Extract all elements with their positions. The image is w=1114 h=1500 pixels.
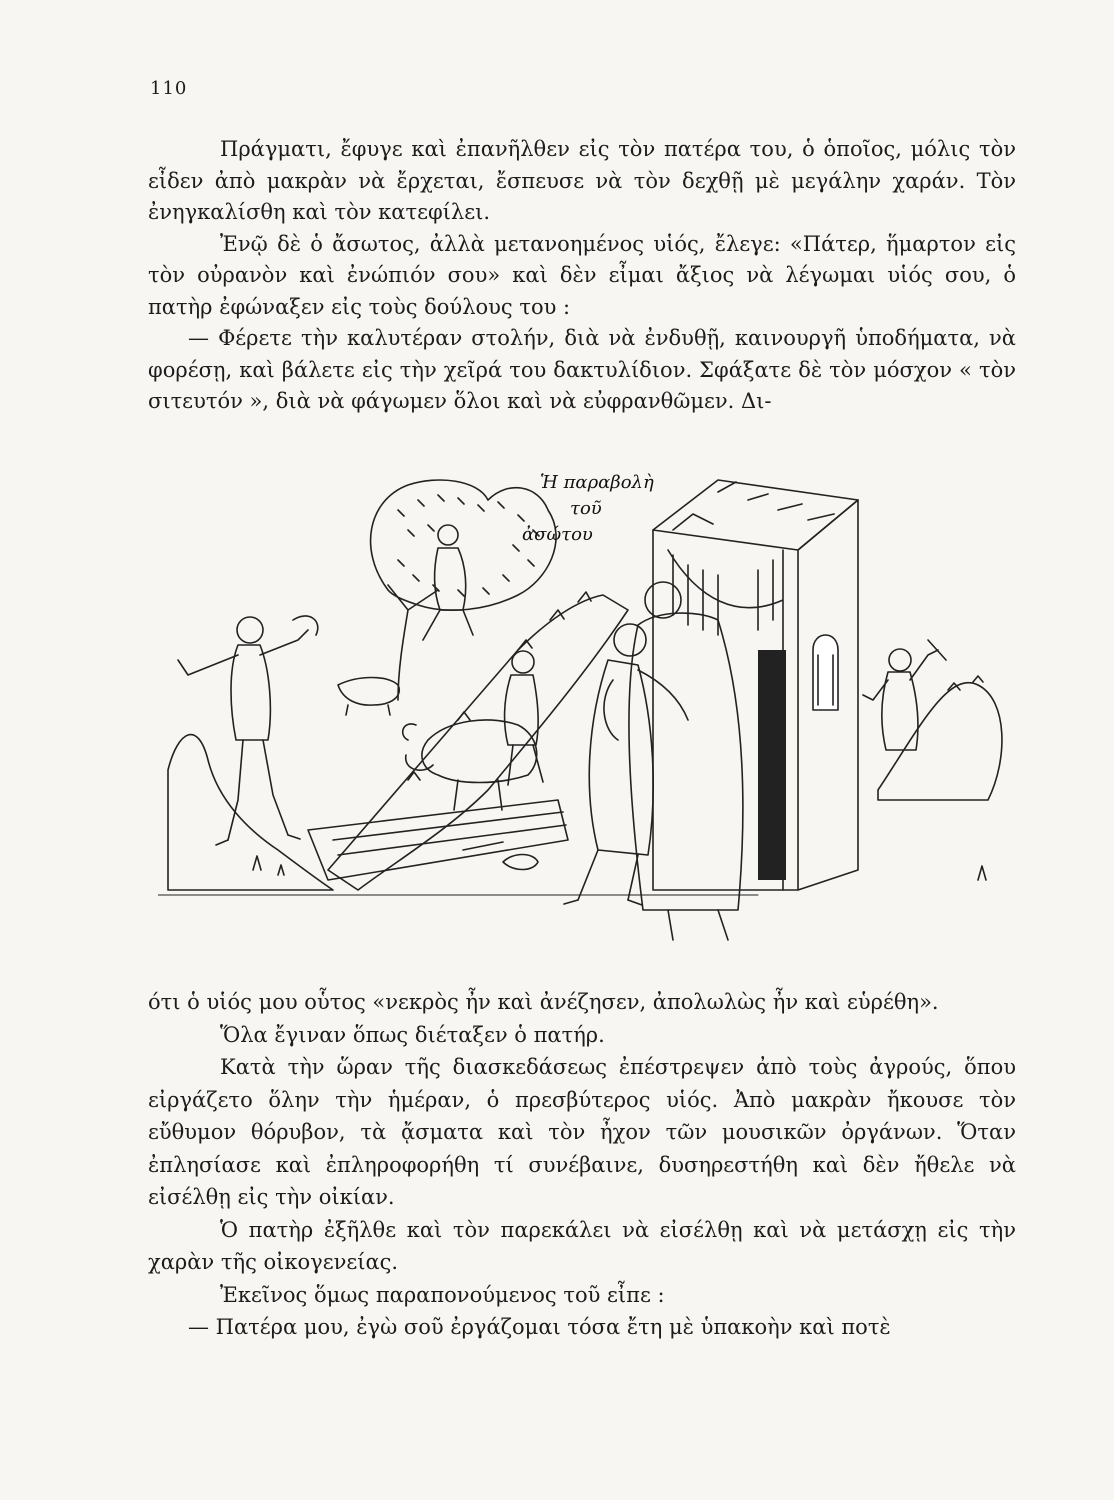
mountain — [328, 595, 628, 890]
page-number: 110 — [150, 78, 188, 99]
paragraph-complaint-intro: Ἐκεῖνος ὅμως παραπονούμενος τοῦ εἶπε : — [220, 1282, 665, 1307]
left-rock — [168, 735, 333, 890]
flute-player-figure — [178, 616, 318, 845]
caption-line-1: Ἡ παραβολὴ — [540, 472, 654, 493]
paragraph-fulfilled: Ὅλα ἔγιναν ὅπως διέταξεν ὁ πατήρ. — [220, 1022, 605, 1047]
bottom-text-block — [148, 986, 1016, 1344]
servant-with-calf — [403, 651, 543, 810]
paragraph-elder-son: Κατὰ τὴν ὥραν τῆς διασκεδάσεως ἐπέστρεψεν ἀπὸ τοὺς ἀγρούς, ὅπου εἰργάζετο ὅλην τὴν ἡμέραν, ὁ πρεσβύτερος υἱός. Ἀπὸ μακρὰν ἤκουσε τὸν εὔθυμον θόρυβον, τὰ ᾄσματα καὶ τὸν ἦχον τῶν μουσικῶν ὀργάνων. Ὅταν ἐπλησίασε καὶ ἐπληροφορήθη τί συνέβαινε, δυσηρεστήθη καὶ δὲν ἤθελε νὰ εἰσέλθῃ εἰς τὴν οἰκίαν. — [148, 1055, 1016, 1209]
paragraph-repentance: Ἐνῷ δὲ ὁ ἄσωτος, ἀλλὰ μετανοημένος υἱός, ἔλεγε: «Πάτερ, ἥμαρτον εἰς τὸν οὐρανὸν καὶ ἐνώπιόν σου» καὶ δὲν εἶμαι ἄξιος νὰ λέγωμαι υἱός σου, ὁ πατὴρ ἐφώναξεν εἰς τοὺς δούλους του : — [148, 231, 1016, 319]
top-text-block — [148, 134, 1016, 418]
paragraph-continuation: ότι ὁ υἱός μου οὗτος «νεκρὸς ἦν καὶ ἀνέζησεν, ἀπολωλὼς ἦν καὶ εὑρέθη». — [148, 990, 939, 1014]
right-rock — [878, 683, 1002, 800]
elder-son-figure — [863, 640, 946, 750]
caption-line-3: ἀσώτου — [522, 524, 593, 545]
pig — [338, 678, 399, 716]
caption-line-2: τοῦ — [570, 498, 602, 519]
illustration-caption — [522, 470, 722, 548]
paragraph-father-plea: Ὁ πατὴρ ἐξῆλθε καὶ τὸν παρεκάλει νὰ εἰσέλθῃ καὶ νὰ μετάσχῃ εἰς τὴν χαρὰν τῆς οἰκογενείας. — [148, 1217, 1016, 1274]
paragraph-complaint: — Πατέρα μου, ἐγὼ σοῦ ἐργάζομαι τόσα ἔτη μὲ ὑπακοὴν καὶ ποτὲ — [188, 1315, 891, 1339]
paragraph-return: Πράγματι, ἔφυγε καὶ ἐπανῆλθεν εἰς τὸν πατέρα του, ὁ ὁποῖος, μόλις τὸν εἶδεν ἀπὸ μακρὰν νὰ ἔρχεται, ἔσπευσε νὰ τὸν δεχθῇ μὲ μεγάλην χαράν. Τὸν ἐνηγκαλίσθη καὶ τὸν κατεφίλει. — [148, 137, 1016, 224]
paragraph-father-command: — Φέρετε τὴν καλυτέραν στολήν, διὰ νὰ ἐνδυθῇ, καινουργῆ ὑποδήματα, νὰ φορέσῃ, καὶ βάλετε εἰς τὴν χεῖρά του δακτυλίδιον. Σφάξατε δὲ τὸν μόσχον « τὸν σιτευτόν », διὰ νὰ φάγωμεν ὅλοι καὶ νὰ εὐφρανθῶμεν. Δι- — [148, 326, 1016, 413]
